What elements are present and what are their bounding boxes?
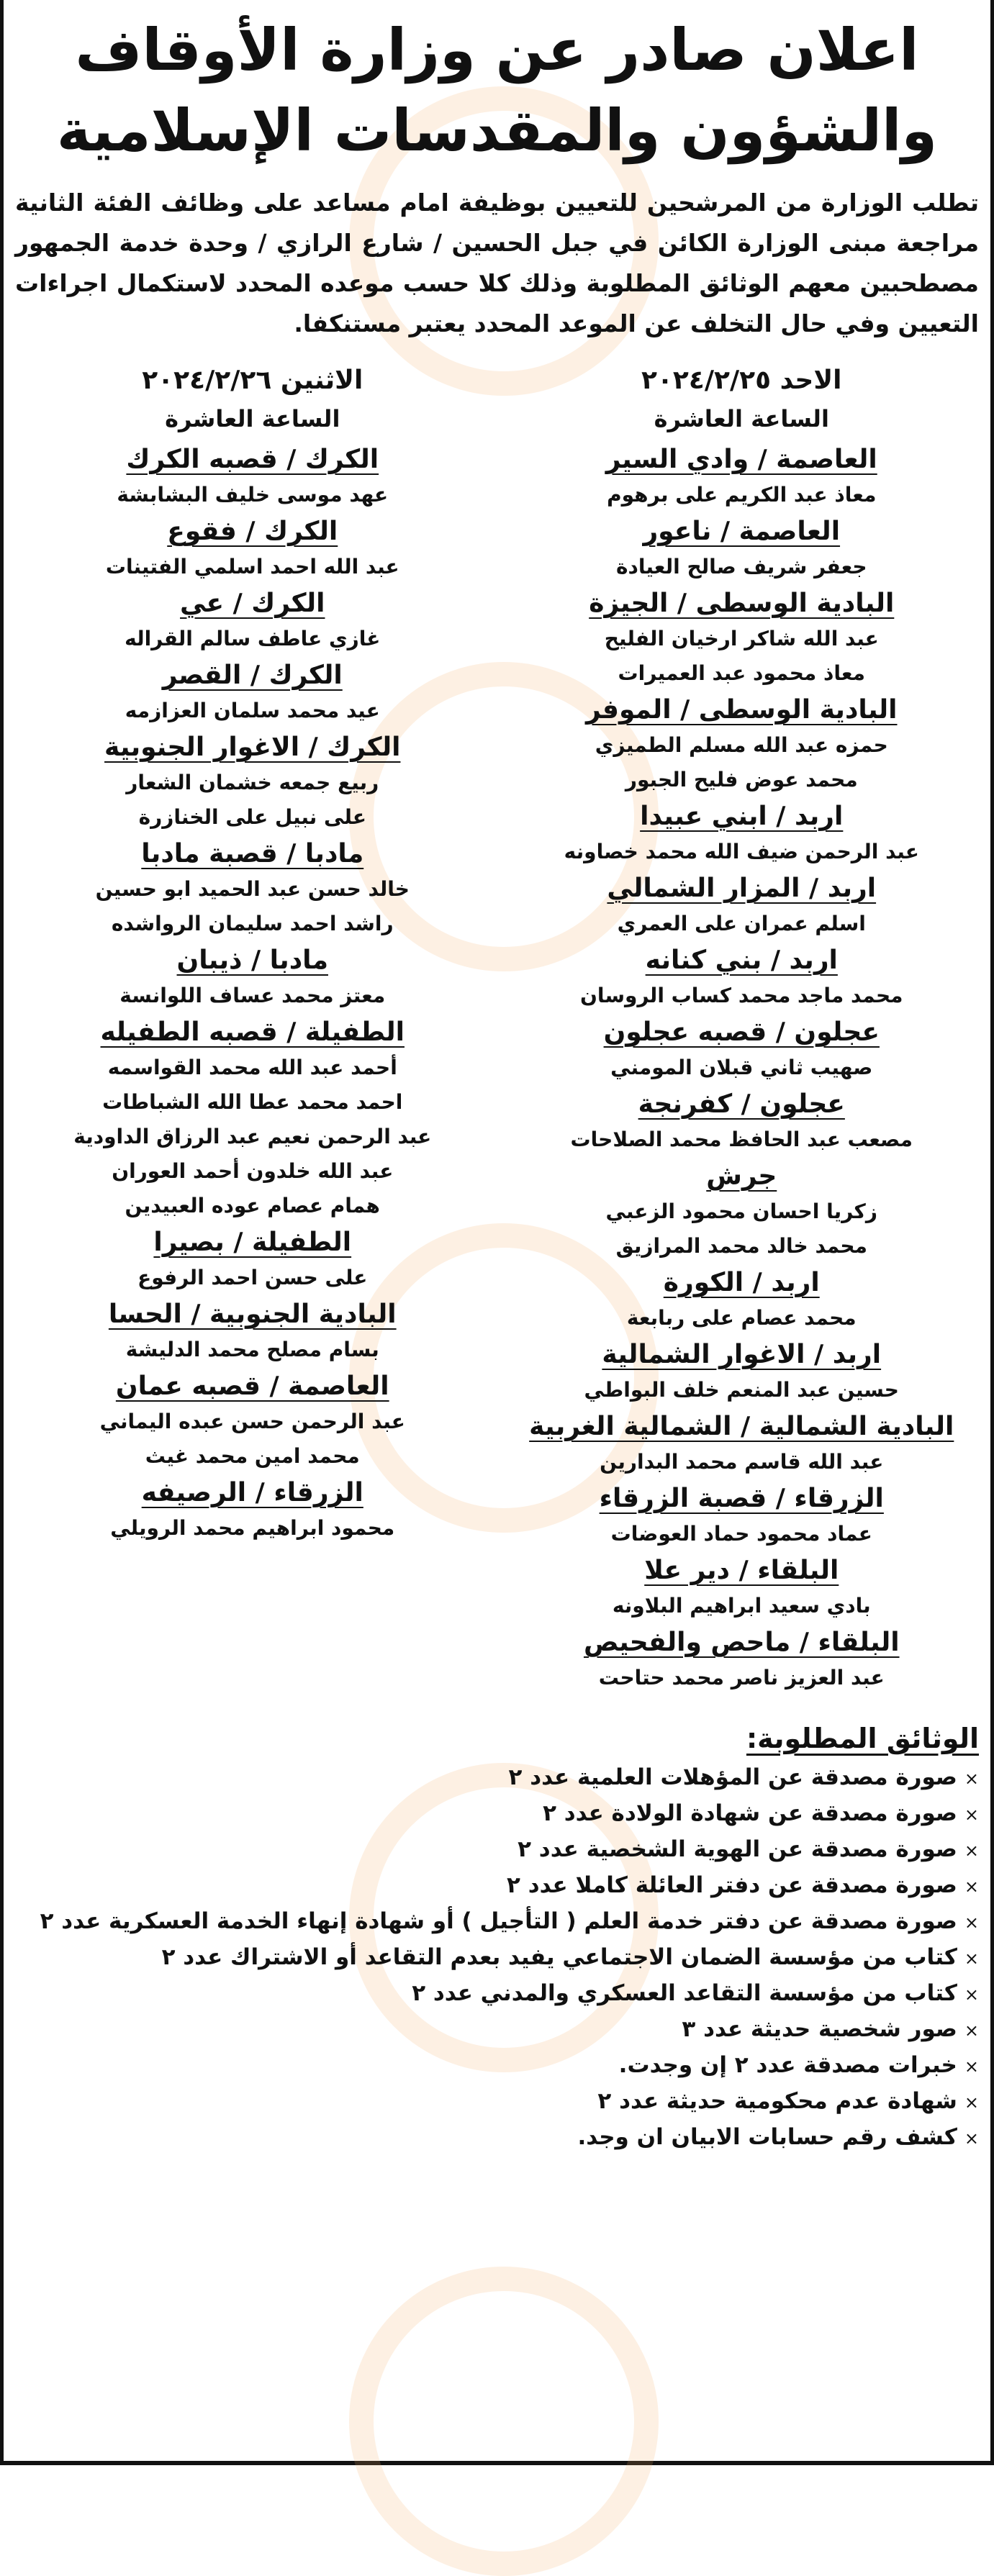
candidate-name: غازي عاطف سالم القراله — [125, 627, 381, 650]
location-heading: البادية الشمالية / الشمالية الغربية — [529, 1412, 954, 1441]
document-text: خبرات مصدقة عدد ٢ إن وجدت. — [618, 2052, 957, 2078]
location-heading: البلقاء / دير علا — [644, 1556, 839, 1585]
location-heading: الكرك / عي — [180, 589, 325, 618]
title-line: والشؤون والمقدسات الإسلامية — [56, 97, 938, 164]
location-heading: الكرك / القصر — [162, 661, 343, 690]
candidate-name: احمد محمد عطا الله الشباطات — [102, 1090, 403, 1114]
document-text: كتاب من مؤسسة التقاعد العسكري والمدني عدد ٢ — [412, 1980, 957, 2006]
bullet-x-icon: × — [964, 1913, 979, 1933]
location-heading: البادية الجنوبية / الحسا — [108, 1300, 397, 1329]
candidate-name: محمد خالد محمد المرازيق — [615, 1234, 867, 1258]
schedule-columns — [15, 361, 979, 1695]
candidate-name: اسلم عمران على العمري — [617, 912, 866, 935]
candidate-name: حمزه عبد الله مسلم الطميزي — [595, 733, 888, 757]
location-heading: اربد / بني كنانه — [645, 945, 838, 975]
candidate-name: عبد الرحمن نعيم عبد الرزاق الداودية — [73, 1125, 432, 1148]
candidate-name: محمد عوض فليح الجبور — [625, 768, 858, 792]
document-item — [15, 1760, 979, 1796]
candidate-name: همام عصام عوده العبيدين — [125, 1194, 380, 1217]
candidate-name: عبد الله شاكر ارخيان الفليح — [604, 627, 879, 650]
candidate-name: حسين عبد المنعم خلف البواطي — [584, 1378, 899, 1402]
document-text: شهادة عدم محكومية حديثة عدد ٢ — [597, 2088, 957, 2114]
bullet-x-icon: × — [964, 2021, 979, 2041]
candidate-name: مصعب عبد الحافظ محمد الصلاحات — [570, 1128, 913, 1151]
candidate-name: عبد الرحمن حسن عبده اليماني — [99, 1410, 405, 1433]
location-heading: الكرك / فقوع — [167, 517, 338, 546]
location-heading: الطفيلة / بصيرا — [153, 1228, 352, 1257]
bullet-x-icon: × — [964, 1769, 979, 1789]
location-heading: العاصمة / قصبه عمان — [115, 1371, 389, 1401]
watermark-clock-icon — [349, 2267, 659, 2576]
candidate-name: على نبيل على الخنازرة — [138, 805, 366, 829]
candidate-name: محمد ماجد محمد كساب الروسان — [580, 984, 903, 1007]
location-heading: الكرك / الاغوار الجنوبية — [104, 733, 401, 762]
location-heading: الكرك / قصبه الكرك — [126, 445, 379, 474]
document-item — [15, 1868, 979, 1904]
bullet-x-icon: × — [964, 1877, 979, 1897]
candidate-name: عبد الرحمن ضيف الله محمد خصاونه — [564, 840, 919, 863]
candidate-name: عيد محمد سلمان العزازمه — [125, 699, 380, 722]
bullet-x-icon: × — [964, 2056, 979, 2077]
location-heading: اربد / ابني عبيدا — [640, 802, 844, 831]
bullet-x-icon: × — [964, 1805, 979, 1825]
location-heading: عجلون / قصبه عجلون — [603, 1017, 880, 1047]
candidate-name: معتز محمد عساف اللوانسة — [119, 984, 386, 1007]
schedule-column-monday — [15, 361, 490, 1546]
location-heading: البلقاء / ماحص والفحيص — [583, 1628, 900, 1657]
bullet-x-icon: × — [964, 1985, 979, 2005]
candidate-name: محمد عصام على ربابعة — [626, 1306, 857, 1330]
candidate-name: على حسن احمد الرفوع — [137, 1266, 368, 1289]
schedule-time: الساعة العاشرة — [165, 405, 340, 432]
location-heading: اربد / الاغوار الشمالية — [602, 1340, 882, 1369]
schedule-date: الاحد ٢٠٢٤/٢/٢٥ — [641, 366, 842, 395]
location-heading: مادبا / قصبة مادبا — [141, 839, 364, 869]
document-text: صورة مصدقة عن شهادة الولادة عدد ٢ — [543, 1800, 957, 1826]
candidate-name: عبد الله احمد اسلمي الفتينات — [105, 555, 399, 579]
candidate-name: عهد موسى خليف البشابشة — [117, 483, 389, 507]
location-heading: العاصمة / ناعور — [643, 517, 841, 546]
document-item — [15, 2012, 979, 2048]
location-heading: الزرقاء / قصبة الزرقاء — [599, 1484, 884, 1513]
location-heading: الطفيلة / قصبه الطفيله — [100, 1017, 405, 1047]
location-heading: جرش — [706, 1161, 777, 1191]
location-heading: اربد / المزار الشمالي — [607, 874, 877, 903]
location-heading: عجلون / كفرنجة — [638, 1089, 845, 1119]
bullet-x-icon: × — [964, 2128, 979, 2149]
candidate-name: بسام مصلح محمد الدليشة — [125, 1338, 379, 1361]
candidate-name: معاذ عبد الكريم على برهوم — [607, 483, 877, 507]
schedule-date: الاثنين ٢٠٢٤/٢/٢٦ — [142, 366, 363, 395]
document-text: كشف رقم حسابات الابيان ان وجد. — [577, 2124, 957, 2150]
required-documents — [15, 1717, 979, 2156]
candidate-name: ربيع جمعه خشمان الشعار — [126, 771, 379, 794]
candidate-name: محمود ابراهيم محمد الرويلي — [110, 1516, 395, 1540]
schedule-column-sunday — [505, 361, 980, 1695]
candidate-name: راشد احمد سليمان الرواشده — [111, 912, 394, 935]
candidate-name: معاذ محمود عبد العميرات — [618, 661, 865, 685]
bullet-x-icon: × — [964, 1841, 979, 1861]
candidate-name: بادي سعيد ابراهيم البلاونه — [612, 1594, 871, 1618]
document-text: صورة مصدقة عن دفتر خدمة العلم ( التأجيل ) أو شهادة إنهاء الخدمة العسكرية عدد ٢ — [40, 1908, 957, 1934]
candidate-name: زكريا احسان محمود الزعبي — [605, 1199, 877, 1223]
document-text: صورة مصدقة عن المؤهلات العلمية عدد ٢ — [508, 1764, 957, 1790]
document-item — [15, 1832, 979, 1868]
candidate-name: محمد امين محمد غيث — [145, 1444, 360, 1468]
document-item — [15, 1976, 979, 2012]
document-item — [15, 2048, 979, 2084]
title-line: اعلان صادر عن وزارة الأوقاف — [75, 17, 919, 83]
candidate-name: صهيب ثاني قبلان المومني — [610, 1056, 873, 1079]
documents-title: الوثائق المطلوبة: — [746, 1723, 979, 1754]
document-text: صور شخصية حديثة عدد ٣ — [682, 2016, 957, 2042]
location-heading: الزرقاء / الرصيفه — [141, 1478, 363, 1507]
location-heading: العاصمة / وادي السير — [605, 445, 877, 474]
document-text: صورة مصدقة عن دفتر العائلة كاملا عدد ٢ — [507, 1872, 957, 1898]
candidate-name: جعفر شريف صالح العيادة — [615, 555, 867, 579]
schedule-time: الساعة العاشرة — [654, 405, 829, 432]
location-heading: مادبا / ذيبان — [176, 945, 328, 975]
candidate-name: أحمد عبد الله محمد القواسمه — [107, 1056, 397, 1079]
announcement-title — [15, 10, 979, 171]
bullet-x-icon: × — [964, 2092, 979, 2113]
location-heading: البادية الوسطى / الموفر — [586, 695, 898, 725]
location-heading: البادية الوسطى / الجيزة — [589, 589, 895, 618]
bullet-x-icon: × — [964, 1949, 979, 1969]
documents-list — [15, 1760, 979, 2156]
candidate-name: عماد محمود حماد العوضات — [610, 1522, 872, 1546]
candidate-name: عبد الله خلدون أحمد العوران — [112, 1159, 394, 1183]
document-item — [15, 2084, 979, 2120]
document-item — [15, 1904, 979, 1940]
document-item — [15, 1940, 979, 1976]
candidate-name: عبد الله قاسم محمد البدارين — [600, 1450, 884, 1474]
document-text: كتاب من مؤسسة الضمان الاجتماعي يفيد بعدم التقاعد أو الاشتراك عدد ٢ — [161, 1944, 957, 1970]
document-item — [15, 1796, 979, 1832]
location-heading: اربد / الكورة — [663, 1268, 820, 1297]
candidate-name: عبد العزيز ناصر محمد حتاحت — [598, 1666, 885, 1690]
document-text: صورة مصدقة عن الهوية الشخصية عدد ٢ — [518, 1836, 957, 1862]
intro-paragraph: تطلب الوزارة من المرشحين للتعيين بوظيفة امام مساعد على وظائف الفئة الثانية مراجعة مبنى الوزارة الكائن في جبل الحسين / شارع الرازي / وحدة خدمة الجمهور مصطحبين معهم الوثائق المطلوبة وذلك كلا حسب موعده المحدد لاستكمال اجراءات التعيين وفي حال التخلف عن الموعد المحدد يعتبر مستنكفا. — [15, 189, 979, 337]
document-item — [15, 2120, 979, 2156]
candidate-name: خالد حسن عبد الحميد ابو حسين — [95, 877, 410, 901]
